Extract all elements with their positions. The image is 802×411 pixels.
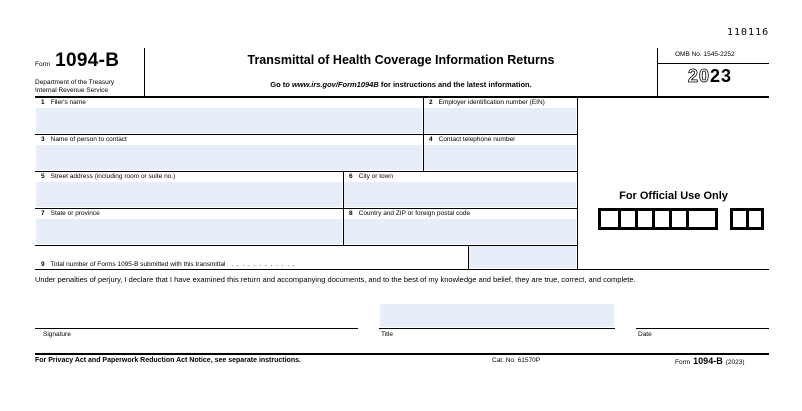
ocr-marks-left <box>598 208 718 230</box>
contact-name-input[interactable] <box>36 145 422 170</box>
signature-line[interactable] <box>35 328 358 329</box>
state-label: 7 State or province <box>41 210 100 217</box>
footer-rule <box>35 353 769 355</box>
form-title: Transmittal of Health Coverage Information Returns <box>247 53 555 67</box>
divider <box>657 48 658 96</box>
official-use-heading: For Official Use Only <box>619 190 728 202</box>
form-number: 1094-B <box>55 50 120 71</box>
irs-name: Internal Revenue Service <box>35 87 108 94</box>
signature-label: Signature <box>43 331 71 338</box>
date-line[interactable] <box>636 328 769 329</box>
footer-form-id: Form 1094-B (2023) <box>675 356 745 366</box>
divider <box>35 134 577 135</box>
header-rule <box>35 96 769 98</box>
city-label: 6 City or town <box>349 173 393 180</box>
divider <box>35 171 577 172</box>
total-forms-input[interactable] <box>469 246 576 268</box>
divider <box>35 269 769 270</box>
agency-block <box>35 79 114 95</box>
tax-year-bold: 23 <box>710 66 733 86</box>
country-zip-label: 8 Country and ZIP or foreign postal code <box>349 210 471 217</box>
title-label: Title <box>381 331 394 338</box>
privacy-notice: For Privacy Act and Paperwork Reduction Act Notice, see separate instructions. <box>35 357 301 364</box>
contact-name-label: 3 Name of person to contact <box>41 136 127 143</box>
filer-name-label: 1 Filer's name <box>41 99 86 106</box>
form-code: 110116 <box>727 27 770 38</box>
tax-year-outline: 20 <box>688 66 711 86</box>
form-word: Form <box>35 61 51 68</box>
title-input[interactable] <box>380 304 614 327</box>
contact-phone-input[interactable] <box>424 145 576 170</box>
omb-number: OMB No. 1545-2252 <box>675 51 735 58</box>
filer-name-input[interactable] <box>36 108 422 133</box>
goto-suffix: for instructions and the latest information. <box>378 80 532 89</box>
ocr-marks-right <box>730 208 764 230</box>
title-line <box>379 328 615 329</box>
goto-prefix: Go to <box>270 80 292 89</box>
state-input[interactable] <box>36 219 342 244</box>
perjury-statement: Under penalties of perjury, I declare that I have examined this return and accompanying documents, and to the best of my knowledge and belief, they are true, correct, and complete. <box>35 275 636 284</box>
total-forms-label: 9 Total number of Forms 1095-B submitted with this transmittal . . . . . . . . . . . . <box>41 261 296 268</box>
tax-year <box>688 66 732 87</box>
divider <box>657 63 769 64</box>
instructions-line <box>145 80 657 89</box>
ein-label: 2 Employer identification number (EIN) <box>429 99 545 106</box>
department: Department of the Treasury <box>35 79 115 86</box>
divider <box>577 97 578 270</box>
irs-link[interactable]: www.irs.gov/Form1094B <box>291 80 379 89</box>
ein-input[interactable] <box>424 108 576 133</box>
street-address-input[interactable] <box>36 182 342 207</box>
contact-phone-label: 4 Contact telephone number <box>429 136 516 143</box>
city-input[interactable] <box>344 182 576 207</box>
country-zip-input[interactable] <box>344 219 576 244</box>
form-number-block <box>35 50 119 72</box>
street-address-label: 5 Street address (including room or suite no.) <box>41 173 176 180</box>
catalog-number: Cat. No. 61570P <box>492 357 541 364</box>
divider <box>35 208 577 209</box>
date-label: Date <box>638 331 652 338</box>
